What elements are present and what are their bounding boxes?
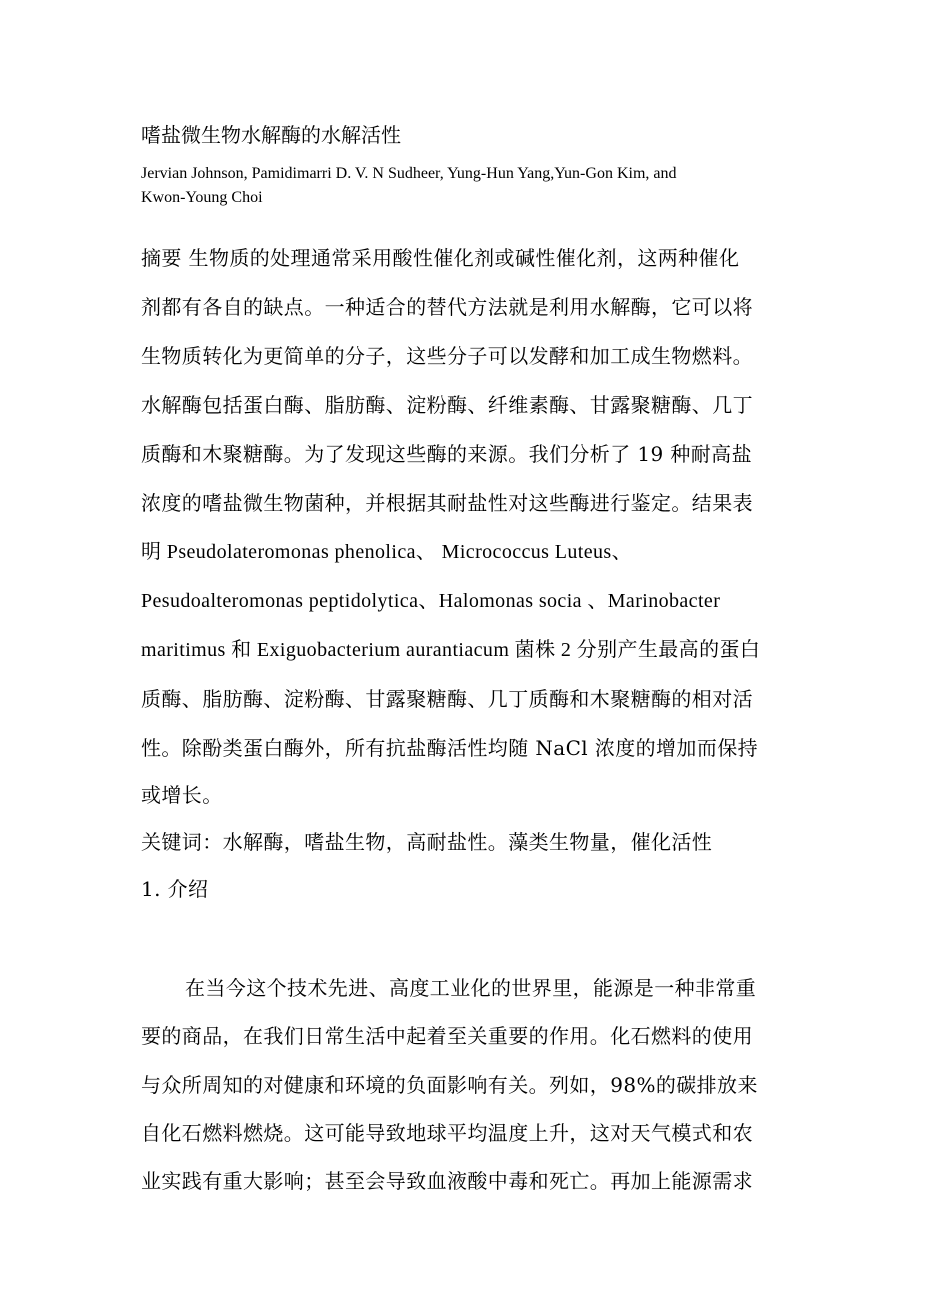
abstract-line: 或增长。	[141, 783, 223, 807]
intro-paragraph-line: 业实践有重大影响；甚至会导致血液酸中毒和死亡。再加上能源需求	[141, 1169, 753, 1193]
abstract-line: 剂都有各自的缺点。一种适合的替代方法就是利用水解酶，它可以将	[141, 295, 753, 319]
abstract-line: 明 Pseudolateromonas phenolica、 Micrococcus Luteus、	[141, 541, 632, 563]
intro-paragraph-line: 与众所周知的对健康和环境的负面影响有关。列如，98%的碳排放来	[141, 1073, 758, 1097]
intro-paragraph-line: 在当今这个技术先进、高度工业化的世界里，能源是一种非常重	[185, 976, 757, 1000]
abstract-line: 浓度的嗜盐微生物菌种，并根据其耐盐性对这些酶进行鉴定。结果表	[141, 491, 753, 515]
abstract-line: 性。除酚类蛋白酶外，所有抗盐酶活性均随 NaCl 浓度的增加而保持	[141, 736, 759, 760]
keywords-line: 关键词：水解酶，嗜盐生物，高耐盐性。藻类生物量，催化活性	[141, 830, 713, 854]
abstract-line: 水解酶包括蛋白酶、脂肪酶、淀粉酶、纤维素酶、甘露聚糖酶、几丁	[141, 393, 753, 417]
abstract-line: 摘要 生物质的处理通常采用酸性催化剂或碱性催化剂，这两种催化	[141, 246, 740, 270]
intro-paragraph-line: 自化石燃料燃烧。这可能导致地球平均温度上升，这对天气模式和农	[141, 1121, 753, 1145]
intro-paragraph-line: 要的商品，在我们日常生活中起着至关重要的作用。化石燃料的使用	[141, 1024, 753, 1048]
abstract-line: 质酶和木聚糖酶。为了发现这些酶的来源。我们分析了 19 种耐高盐	[141, 442, 752, 466]
abstract-line: 生物质转化为更简单的分子，这些分子可以发酵和加工成生物燃料。	[141, 344, 753, 368]
author-list-line-1: Jervian Johnson, Pamidimarri D. V. N Sudheer, Yung-Hun Yang,Yun-Gon Kim, and	[141, 165, 677, 182]
abstract-line: Pesudoalteromonas peptidolytica、Halomonas socia 、Marinobacter	[141, 590, 721, 612]
author-list-line-2: Kwon-Young Choi	[141, 189, 263, 206]
section-heading-introduction: 1. 介绍	[141, 877, 209, 901]
abstract-line: 质酶、脂肪酶、淀粉酶、甘露聚糖酶、几丁质酶和木聚糖酶的相对活	[141, 687, 753, 711]
paper-title: 嗜盐微生物水解酶的水解活性	[141, 123, 401, 147]
abstract-line: maritimus 和 Exiguobacterium aurantiacum 菌株 2 分别产生最高的蛋白	[141, 639, 761, 661]
